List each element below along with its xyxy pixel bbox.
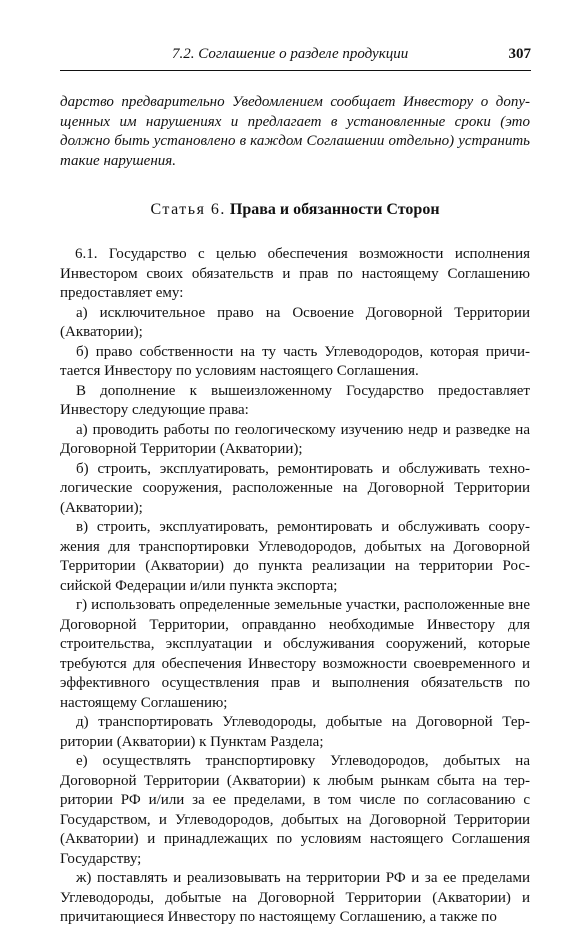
paragraph: а) исключительное право на Освоение Договорной Территории (Акватории); — [60, 304, 530, 340]
paragraph: а) проводить работы по геологическому изучению недр и разведке на Договорной Территории (Акватории); — [60, 421, 530, 457]
paragraph: г) использовать определенные земельные участки, расположенные вне Договорной Территории, оправданно необходимые Инвестору для строительства, эксплуатации и обслуживания сооружений, которые требуются для обеспечения Инвестору возможности своевременного и эффективного осуществления прав и выполнения обязательств по настоящему Соглашению; — [60, 597, 530, 711]
header-rule — [60, 70, 531, 71]
page-number: 307 — [508, 46, 531, 62]
paragraph: В дополнение к вышеизложенному Государство предоставляет Инвестору следующие права: — [60, 382, 530, 418]
paragraph: б) строить, эксплуатировать, ремонтировать и обслуживать технологические сооружения, расположенные на Договорной Территории (Акватории); — [60, 460, 530, 516]
paragraph: е) осуществлять транспортировку Углеводородов, добытых на Договорной Территории (Акватории) к любым рынкам сбыта на территории РФ и/или за ее пределами, в том числе по согласованию с Государством, и Углеводородов, добытых на Договорной Территории (Акватории) и принадлежащих по условиям настоящего Соглашения Государству; — [60, 753, 530, 867]
body-text — [60, 93, 530, 928]
paragraph: в) строить, эксплуатировать, ремонтировать и обслуживать сооружения для транспортировки Углеводородов, добытых на Договорной Территории (Акватории) до пункта реализации на территории Российской Федерации и/или пункта экспорта; — [60, 519, 530, 594]
running-title: 7.2. Соглашение о разделе продукции — [172, 46, 409, 62]
intro-paragraph: дарство предварительно Уведомлением сообщает Инвестору о допущенных им нарушениях и предлагает в установленные сроки (это должно быть установлено в каждом Соглашении отдельно) устранить такие нарушения. — [60, 94, 530, 169]
article-title: Права и обязанности Сторон — [229, 201, 440, 218]
paragraph: 6.1. Государство с целью обеспечения возможности исполнения Инвестором своих обязательств и прав по настоящему Соглашению предоставляет ему: — [60, 246, 530, 301]
paragraph: б) право собственности на ту часть Углеводородов, которая причитается Инвестору по условиям настоящего Соглашения. — [60, 343, 530, 379]
paragraph: д) транспортировать Углеводороды, добытые на Договорной Территории (Акватории) к Пунктам Раздела; — [60, 714, 530, 750]
article-label: Статья 6. — [150, 201, 226, 218]
paragraph: ж) поставлять и реализовывать на территории РФ и за ее пределами Углеводороды, добытые на Договорной Территории (Акватории) и причитающиеся Инвестору по настоящему Соглашению, а также по — [60, 870, 530, 925]
article-heading — [60, 200, 530, 220]
running-header — [60, 46, 531, 66]
